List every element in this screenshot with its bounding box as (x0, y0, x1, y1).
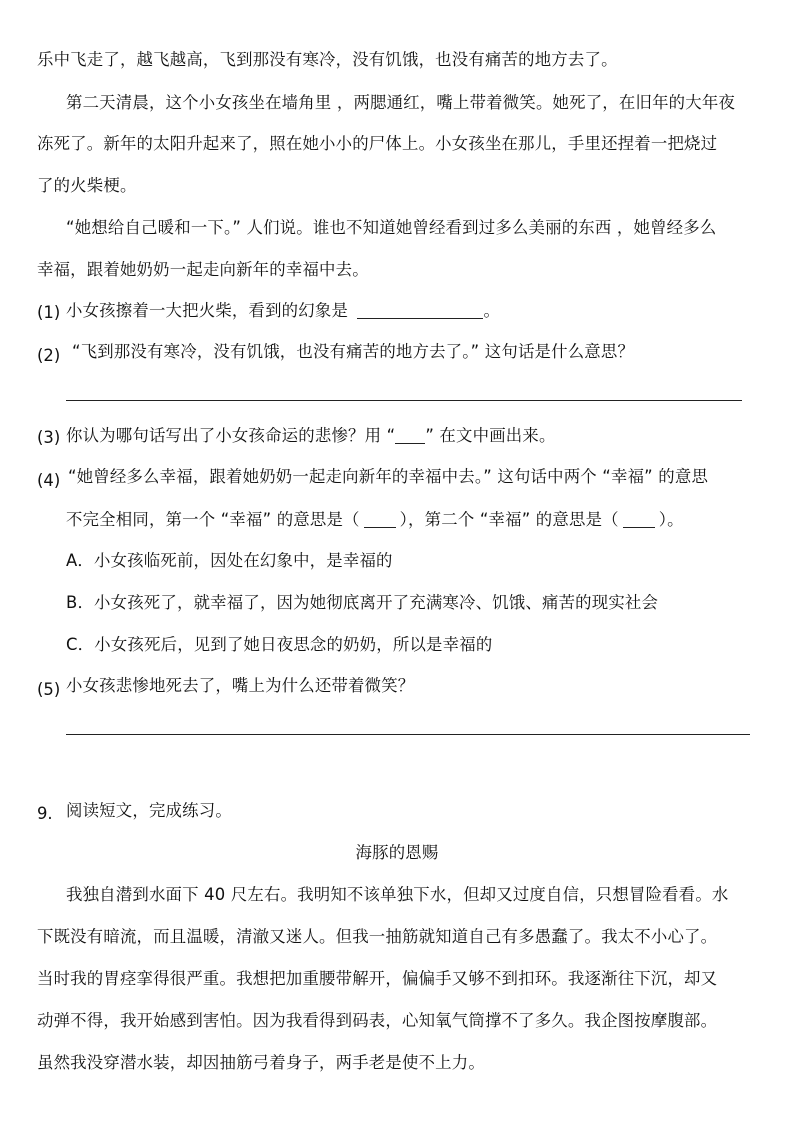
question-3-underline-sample (395, 427, 425, 444)
question-1-end: 。 (483, 301, 501, 320)
story-paragraph-3-line-1: “她想给自己暖和一下。” 人们说。谁也不知道她曾经看到过多么美丽的东西 ，她曾经多么 (66, 218, 717, 237)
question-4-blank-1[interactable] (364, 511, 396, 528)
question-2-number: (2) (37, 346, 61, 365)
passage-line-3: 当时我的胃痉挛得很严重。我想把加重腰带解开，偏偏手又够不到扣环。我逐渐往下沉，却又 (37, 969, 718, 988)
question-9-number: 9. (37, 804, 53, 823)
question-2-text: “飞到那没有寒冷，没有饥饿，也没有痛苦的地方去了。” 这句话是什么意思？ (72, 342, 635, 361)
question-4-option-c: C．小女孩死后，见到了她日夜思念的奶奶，所以是幸福的 (66, 635, 493, 654)
story-paragraph-3-line-2: 幸福，跟着她奶奶一起走向新年的幸福中去。 (37, 260, 369, 279)
passage-line-4: 动弹不得，我开始感到害怕。因为我看得到码表，心知氧气筒撑不了多久。我企图按摩腹部。 (37, 1011, 718, 1030)
question-4-option-a: A．小女孩临死前，因处在幻象中，是幸福的 (66, 551, 393, 570)
question-5-number: (5) (37, 680, 61, 699)
question-3-text-a: 你认为哪句话写出了小女孩命运的悲惨？用 “ (66, 426, 396, 445)
question-4-number: (4) (37, 471, 61, 490)
question-4-line-1: “她曾经多么幸福，跟着她奶奶一起走向新年的幸福中去。” 这句话中两个 “幸福” 的意思 (68, 467, 709, 486)
question-1 (66, 301, 500, 321)
question-3-number: (3) (37, 428, 61, 447)
question-1-answer-blank[interactable] (357, 302, 483, 319)
story-paragraph-2-line-2: 冻死了。新年的太阳升起来了，照在她小小的尸体上。小女孩坐在那儿，手里还捏着一把烧过 (37, 134, 718, 153)
question-4-option-b: B．小女孩死了，就幸福了，因为她彻底离开了充满寒冷、饥饿、痛苦的现实社会 (66, 593, 659, 612)
question-5-text: 小女孩悲惨地死去了，嘴上为什么还带着微笑？ (66, 676, 415, 695)
question-1-text: 小女孩擦着一大把火柴，看到的幻象是 (66, 301, 349, 320)
question-4-text-b: ），第二个 “幸福” 的意思是（ (399, 510, 619, 529)
passage-line-2: 下既没有暗流，而且温暖，清澈又迷人。但我一抽筋就知道自己有多愚蠢了。我太不小心了。 (37, 927, 718, 946)
story-paragraph-1-line-1: 乐中飞走了，越飞越高，飞到那没有寒冷，没有饥饿，也没有痛苦的地方去了。 (37, 50, 618, 69)
passage-line-1: 我独自潜到水面下 40 尺左右。我明知不该单独下水，但却又过度自信，只想冒险看看。水 (66, 885, 729, 904)
question-4-text-c: ）。 (658, 510, 684, 529)
question-2-answer-line[interactable] (66, 400, 742, 401)
question-4-text-a: 不完全相同，第一个 “幸福” 的意思是（ (66, 510, 360, 529)
question-3-text-b: ” 在文中画出来。 (425, 426, 556, 445)
passage-line-5: 虽然我没穿潜水装，却因抽筋弓着身子，两手老是使不上力。 (37, 1053, 485, 1072)
question-3 (66, 426, 556, 446)
story-paragraph-2-line-3: 了的火柴梗。 (37, 176, 137, 195)
passage-title: 海豚的恩赐 (355, 843, 439, 862)
story-paragraph-2-line-1: 第二天清晨，这个小女孩坐在墙角里 ，两腮通红，嘴上带着微笑。她死了，在旧年的大年夜 (66, 93, 736, 112)
question-4-blank-2[interactable] (623, 511, 655, 528)
question-9-instruction: 阅读短文，完成练习。 (66, 801, 232, 820)
question-1-number: (1) (37, 303, 61, 322)
question-4-line-2 (66, 510, 684, 530)
question-5-answer-line[interactable] (66, 734, 750, 735)
